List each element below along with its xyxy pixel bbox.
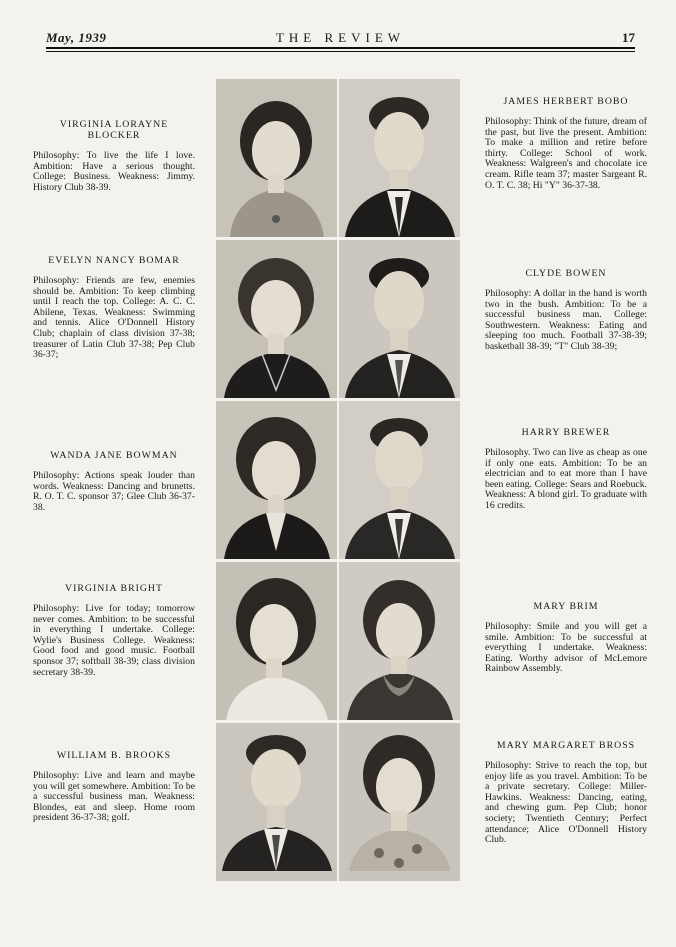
student-portrait-photo: [339, 240, 460, 398]
student-description: Philosophy: Live for today; tomorrow never comes. Ambition: to be successful in everything I undertake. College: Wylie's Business College. Weakness: Good food and good music. Football sponsor 37; softball 38-39; class division secretary 38-39.: [33, 603, 195, 678]
student-name: MARY MARGARET BROSS: [496, 740, 636, 751]
student-name: EVELYN NANCY BOMAR: [48, 255, 180, 266]
student-name: VIRGINIA BRIGHT: [65, 583, 163, 594]
student-bio-left: [33, 450, 195, 513]
student-description: Philosophy: To live the life I love. Ambition: Have a serious thought. College: Business. Weakness: Jimmy. History Club 38-39.: [33, 150, 195, 193]
student-portrait-photo: [216, 79, 337, 237]
student-portrait-photo: [339, 723, 460, 881]
student-portrait-photo: [216, 401, 337, 559]
student-description: Philosophy: A dollar in the hand is worth two in the bush. Ambition: To be a successful business man. College: Southwestern. Weakness: Eating and sleeping too much. Football 37-38-39; basketball 38-39; "T" Club 38-39;: [485, 288, 647, 352]
student-portrait-photo: [339, 79, 460, 237]
header-rule-thin: [46, 51, 635, 52]
student-name: MARY BRIM: [533, 601, 599, 612]
student-bio-right: [485, 427, 647, 512]
student-name: WILLIAM B. BROOKS: [56, 750, 172, 761]
student-name: CLYDE BOWEN: [525, 268, 607, 279]
student-description: Philosophy: Friends are few, enemies should be. Ambition: To keep climbing until I reach the top. College: A. C. C. Abilene, Texas. Weakness: Swimming and tennis. Alice O'Donnell History Club; chaplain of class division 37-38; treasurer of Latin Club 37-38; Pep Club 36-37;: [33, 275, 195, 361]
publication-title: THE REVIEW: [275, 30, 406, 45]
student-bio-right: [485, 740, 647, 846]
header-rule: [46, 47, 635, 49]
student-bio-left: [33, 750, 195, 824]
student-name: JAMES HERBERT BOBO: [503, 96, 629, 107]
student-portrait-photo: [339, 562, 460, 720]
student-description: Philosophy: Smile and you will get a smile. Ambition: To be successful at everything I undertake. Weakness: Eating. Worthy advisor of McLemore Rainbow Assembly.: [485, 621, 647, 675]
student-portrait-photo: [216, 562, 337, 720]
student-bio-right: [485, 601, 647, 675]
student-portrait-photo: [339, 401, 460, 559]
student-description: Philosophy: Actions speak louder than words. Weakness: Dancing and brunetts. R. O. T. C. sponsor 37; Glee Club 36-37-38.: [33, 470, 195, 513]
student-name: WANDA JANE BOWMAN: [50, 450, 178, 461]
student-description: Philosophy: Live and learn and maybe you will get somewhere. Ambition: To be a successful business man. Weakness: Blondes, eat and sleep. Home room president 36-37-38; golf.: [33, 770, 195, 824]
student-description: Philosophy: Strive to reach the top, but enjoy life as you travel. Ambition: To be a private secretary. College: Miller-Hawkins. Weakness: Dancing, eating, and chewing gum. Pep Club; honor society; Twentieth Century; Perfect attendance; Alice O'Donnell History Club.: [485, 760, 647, 846]
student-name: VIRGINIA LORAYNE BLOCKER: [59, 119, 169, 141]
student-description: Philosophy: Think of the future, dream of the past, but live the present. Ambition: To make a million and retire before thirty. College: School of work. Weakness: Walgreen's and chocolate ice cream. Rifle team 37; master Sargeant R. O. T. C. 38; Hi "Y" 36-37-38.: [485, 116, 647, 191]
student-bio-right: [485, 96, 647, 191]
student-name: HARRY BREWER: [521, 427, 611, 438]
student-bio-left: [33, 119, 195, 193]
student-bio-left: [33, 583, 195, 678]
page-number: 17: [622, 30, 635, 45]
student-bio-left: [33, 255, 195, 361]
student-description: Philosophy. Two can live as cheap as one if only one eats. Ambition: To be an electrician and to eat more than I have been eating. College: Sears and Roebuck. Weakness: A blond girl. To graduate with 16 credits.: [485, 447, 647, 511]
issue-date: May, 1939: [46, 30, 107, 45]
student-portrait-photo: [216, 240, 337, 398]
student-portrait-photo: [216, 723, 337, 881]
student-bio-right: [485, 268, 647, 353]
page-header: [46, 30, 635, 46]
